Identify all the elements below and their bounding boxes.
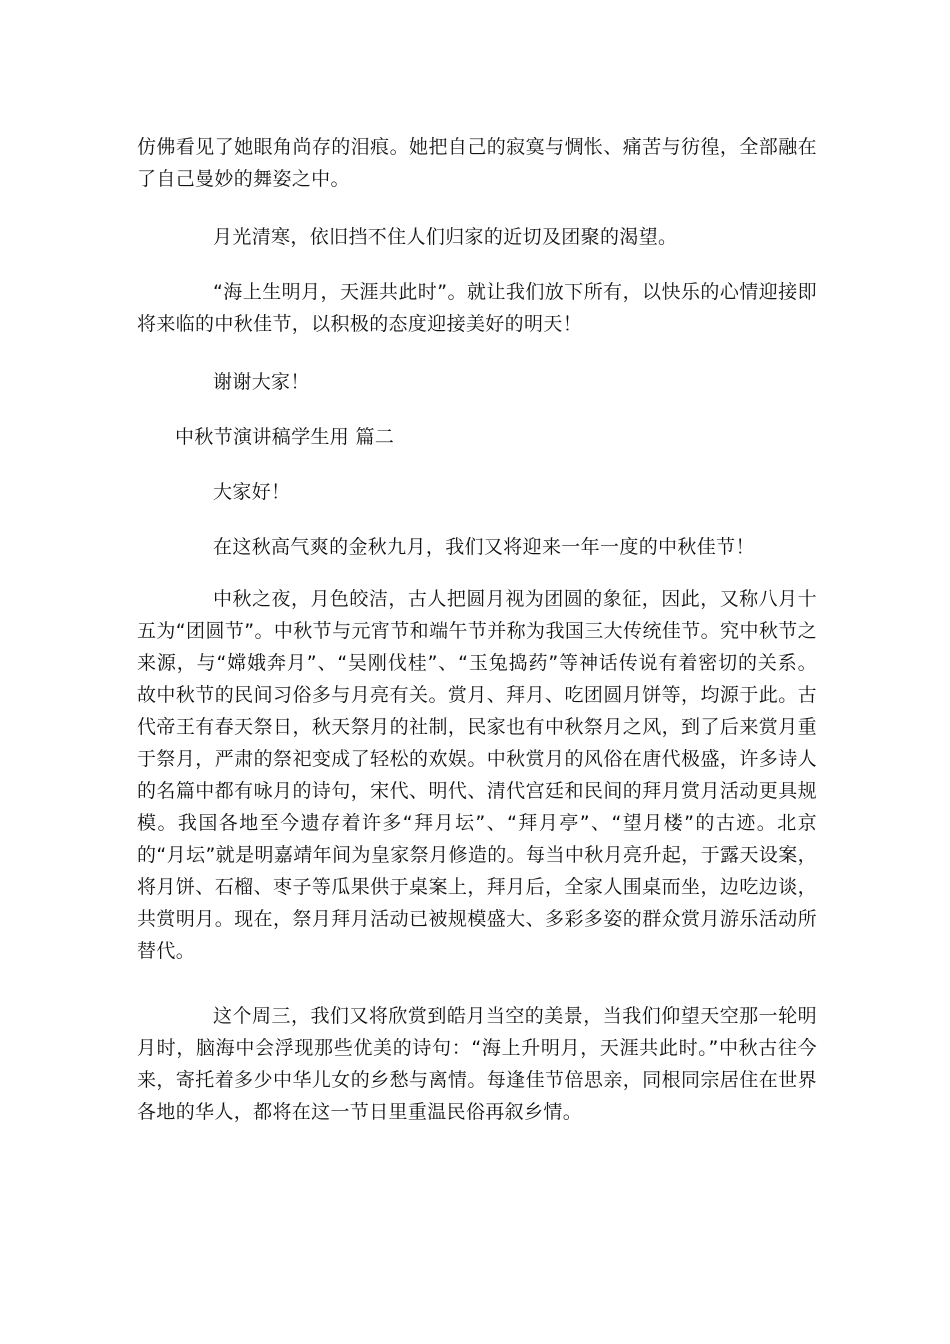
paragraph-moonlight: 月光清寒，依旧挡不住人们归家的近切及团聚的渴望。 <box>213 226 678 248</box>
paragraph-continuation: 仿佛看见了她眼角尚存的泪痕。她把自己的寂寞与惆怅、痛苦与彷徨，全部融在了自己曼妙的舞姿之中。 <box>137 136 817 190</box>
paragraph-intro: 在这秋高气爽的金秋九月，我们又将迎来一年一度的中秋佳节！ <box>213 536 755 558</box>
paragraph-history: 中秋之夜，月色皎洁，古人把圆月视为团圆的象征，因此，又称八月十五为“团圆节”。中秋节与元宵节和端午节并称为我国三大传统佳节。究中秋节之来源，与“嫦娥奔月”、“吴刚伐桂”、“玉兔捣药”等神话传说有着密切的关系。故中秋节的民间习俗多与月亮有关。赏月、拜月、吃团圆月饼等，均源于此。古代帝王有春天祭日，秋天祭月的社制，民家也有中秋祭月之风，到了后来赏月重于祭月，严肃的祭祀变成了轻松的欢娱。中秋赏月的风俗在唐代极盛，许多诗人的名篇中都有咏月的诗句，宋代、明代、清代宫廷和民间的拜月赏月活动更具规模。我国各地至今遗存着许多“拜月坛”、“拜月亭”、“望月楼”的古迹。北京的“月坛”就是明嘉靖年间为皇家祭月修造的。每当中秋月亮升起，于露天设案，将月饼、石榴、枣子等瓜果供于桌案上，拜月后，全家人围桌而坐，边吃边谈，共赏明月。现在，祭月拜月活动已被规模盛大、多彩多姿的群众赏月游乐活动所替代。 <box>137 588 817 962</box>
paragraph-closing-wish: “海上生明月，天涯共此时”。就让我们放下所有，以快乐的心情迎接即将来临的中秋佳节，以积极的态度迎接美好的明天！ <box>137 281 817 335</box>
paragraph-poem: 这个周三，我们又将欣赏到皓月当空的美景，当我们仰望天空那一轮明月时，脑海中会浮现那些优美的诗句：“海上升明月，天涯共此时。”中秋古往今来，寄托着多少中华儿女的乡愁与离情。每逢佳节倍思亲，同根同宗居住在世界各地的华人，都将在这一节日里重温民俗再叙乡情。 <box>137 1005 817 1123</box>
section-heading: 中秋节演讲稿学生用 篇二 <box>175 426 395 448</box>
paragraph-thanks: 谢谢大家！ <box>213 371 310 393</box>
paragraph-greeting: 大家好！ <box>213 481 291 503</box>
